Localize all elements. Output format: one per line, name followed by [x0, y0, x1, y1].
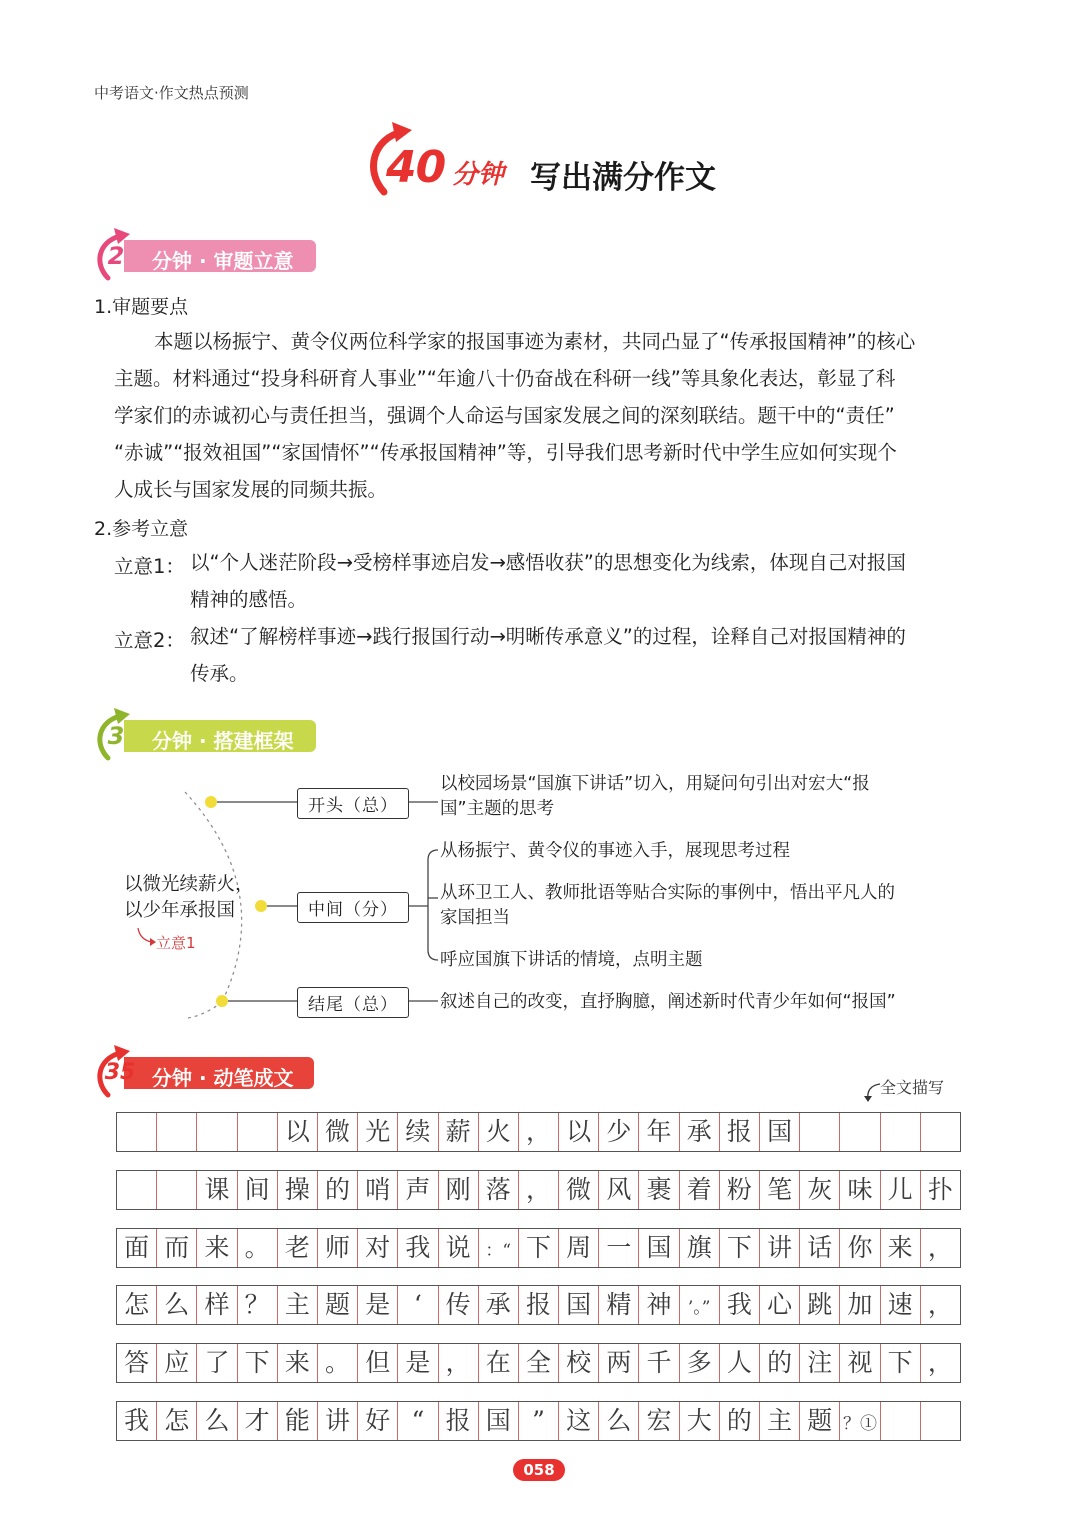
essay-char: 的	[325, 1175, 351, 1204]
essay-cell	[519, 1229, 559, 1267]
essay-cell	[519, 1113, 559, 1151]
essay-cell	[358, 1229, 398, 1267]
essay-char: 来	[887, 1233, 913, 1262]
essay-cell	[800, 1171, 840, 1209]
essay-cell	[439, 1344, 479, 1382]
essay-char: 视	[847, 1348, 873, 1377]
review-paragraph	[114, 323, 986, 508]
essay-char: 怎	[164, 1406, 190, 1435]
review-line: “赤诚”“报效祖国”“家国情怀”“传承报国精神”等，引导我们思考新时代中学生应如何实现个	[114, 441, 897, 464]
essay-char: 才	[244, 1406, 270, 1435]
essay-cell	[278, 1286, 318, 1324]
essay-char: 落	[485, 1175, 511, 1204]
essay-cell	[639, 1286, 679, 1324]
essay-cell	[238, 1344, 278, 1382]
essay-char: 。	[325, 1348, 351, 1377]
essay-char: 速	[887, 1290, 913, 1319]
outline-start-text	[440, 772, 970, 822]
essay-char: 风	[606, 1175, 632, 1204]
essay-char: 而	[164, 1233, 190, 1262]
essay-char: 话	[807, 1233, 833, 1262]
essay-char: 裹	[646, 1175, 672, 1204]
essay-cell	[479, 1402, 519, 1440]
idea-2-text	[190, 618, 986, 692]
essay-cell	[197, 1286, 237, 1324]
essay-char: 光	[365, 1117, 391, 1146]
essay-char: 承	[686, 1117, 712, 1146]
essay-cell	[117, 1229, 157, 1267]
essay-char: 样	[204, 1290, 230, 1319]
outline-line: 从环卫工人、教师批语等贴合实际的事例中，悟出平凡人的	[440, 883, 895, 903]
essay-char: 国	[485, 1406, 511, 1435]
essay-char: 说	[445, 1233, 471, 1262]
essay-cell	[760, 1402, 800, 1440]
ideas-heading: 2.参考立意	[94, 518, 189, 540]
essay-cell	[197, 1229, 237, 1267]
essay-cell	[881, 1113, 921, 1151]
essay-cell	[439, 1171, 479, 1209]
essay-cell	[398, 1113, 438, 1151]
essay-cell	[157, 1402, 197, 1440]
essay-char: 你	[847, 1233, 873, 1262]
essay-row	[116, 1401, 961, 1441]
essay-cell	[157, 1171, 197, 1209]
essay-cell	[881, 1171, 921, 1209]
essay-char: 精	[606, 1290, 632, 1319]
review-line: 学家们的赤诚初心与责任担当，强调个人命运与国家发展之间的深刻联结。题干中的“责任”	[114, 404, 895, 427]
essay-cell	[278, 1113, 318, 1151]
essay-char: 主	[767, 1406, 793, 1435]
essay-char: 么	[606, 1406, 632, 1435]
essay-cell	[439, 1229, 479, 1267]
essay-row	[116, 1170, 961, 1210]
essay-char: 能	[284, 1406, 310, 1435]
essay-cell	[238, 1402, 278, 1440]
essay-cell	[559, 1402, 599, 1440]
essay-char: 师	[325, 1233, 351, 1262]
essay-cell	[720, 1229, 760, 1267]
essay-char: 旗	[686, 1233, 712, 1262]
essay-char: 报	[525, 1290, 551, 1319]
essay-cell	[479, 1344, 519, 1382]
idea-1-label: 立意1：	[114, 555, 185, 578]
essay-cell	[157, 1229, 197, 1267]
essay-cell	[439, 1402, 479, 1440]
essay-cell	[479, 1229, 519, 1267]
section-badge-review	[94, 238, 324, 274]
essay-cell	[318, 1344, 358, 1382]
essay-char: 续	[405, 1117, 431, 1146]
essay-char: 笔	[767, 1175, 793, 1204]
essay-cell	[398, 1344, 438, 1382]
outline-start-box: 开头（总）	[297, 788, 409, 819]
review-line: 本题以杨振宁、黄令仪两位科学家的报国事迹为素材，共同凸显了“传承报国精神”的核心	[154, 330, 916, 353]
essay-char: 来	[284, 1348, 310, 1377]
outline-line: 叙述自己的改变，直抒胸臆，阐述新时代青少年如何“报国”	[440, 992, 896, 1012]
essay-char: 千	[646, 1348, 672, 1377]
essay-cell	[840, 1229, 880, 1267]
outline-end-text	[440, 990, 980, 1015]
essay-char: ：“	[485, 1241, 512, 1261]
essay-char: ，	[525, 1117, 551, 1146]
essay-cell	[117, 1286, 157, 1324]
essay-cell	[680, 1402, 720, 1440]
review-heading: 1.审题要点	[94, 296, 189, 318]
outline-middle-box: 中间（分）	[297, 892, 409, 923]
badge-number: 35	[104, 1060, 136, 1085]
essay-char: 扑	[927, 1175, 953, 1204]
essay-cell	[639, 1113, 679, 1151]
essay-cell	[840, 1286, 880, 1324]
essay-cell	[519, 1286, 559, 1324]
essay-cell	[278, 1229, 318, 1267]
essay-cell	[117, 1344, 157, 1382]
essay-cell	[117, 1113, 157, 1151]
essay-char: 刚	[445, 1175, 471, 1204]
essay-char: ，	[927, 1290, 953, 1319]
essay-char: 承	[485, 1290, 511, 1319]
essay-char: 是	[405, 1348, 431, 1377]
essay-char: 讲	[767, 1233, 793, 1262]
essay-char: 的	[767, 1348, 793, 1377]
essay-char: ？①	[842, 1414, 877, 1434]
badge-label: 分钟 · 搭建框架	[152, 729, 294, 753]
idea-2-label: 立意2：	[114, 629, 185, 652]
essay-char: 微	[566, 1175, 592, 1204]
badge-number: 3	[107, 722, 125, 750]
essay-cell	[760, 1171, 800, 1209]
essay-char: ”	[532, 1406, 545, 1435]
essay-cell	[519, 1344, 559, 1382]
essay-cell	[278, 1171, 318, 1209]
essay-cell	[720, 1171, 760, 1209]
badge-label: 分钟 · 审题立意	[152, 249, 294, 273]
theme-line: 以微光续薪火，	[124, 874, 254, 895]
essay-row	[116, 1112, 961, 1152]
essay-cell	[921, 1402, 960, 1440]
essay-char: 微	[325, 1117, 351, 1146]
essay-cell	[680, 1113, 720, 1151]
essay-char: 在	[485, 1348, 511, 1377]
essay-cell	[318, 1171, 358, 1209]
essay-row	[116, 1343, 961, 1383]
outline-middle-item-3	[440, 948, 970, 973]
page-number: 058	[513, 1459, 565, 1481]
essay-cell	[479, 1171, 519, 1209]
essay-cell	[398, 1286, 438, 1324]
essay-char: 灰	[807, 1175, 833, 1204]
essay-cell	[680, 1171, 720, 1209]
essay-char: 怎	[124, 1290, 150, 1319]
essay-cell	[680, 1344, 720, 1382]
essay-cell	[639, 1344, 679, 1382]
essay-char: 两	[606, 1348, 632, 1377]
essay-char: 下	[525, 1233, 551, 1262]
essay-cell	[881, 1229, 921, 1267]
essay-char: 着	[686, 1175, 712, 1204]
essay-cell	[238, 1229, 278, 1267]
essay-cell	[921, 1286, 960, 1324]
essay-cell	[559, 1113, 599, 1151]
essay-char: 以	[284, 1117, 310, 1146]
section-badge-writing	[94, 1055, 324, 1091]
essay-char: 讲	[325, 1406, 351, 1435]
essay-char: 校	[566, 1348, 592, 1377]
essay-cell	[760, 1286, 800, 1324]
essay-char: 周	[566, 1233, 592, 1262]
essay-char: 粉	[726, 1175, 752, 1204]
essay-cell	[439, 1286, 479, 1324]
section-badge-outline	[94, 718, 324, 754]
essay-note: 全文描写	[880, 1078, 945, 1097]
essay-cell	[358, 1402, 398, 1440]
essay-char: 报	[445, 1406, 471, 1435]
essay-cell	[318, 1113, 358, 1151]
essay-cell	[720, 1113, 760, 1151]
essay-char: 儿	[887, 1175, 913, 1204]
essay-cell	[278, 1402, 318, 1440]
essay-cell	[760, 1113, 800, 1151]
essay-cell	[117, 1402, 157, 1440]
essay-cell	[439, 1113, 479, 1151]
essay-cell	[157, 1344, 197, 1382]
essay-char: 。	[244, 1233, 270, 1262]
outline-line: 国”主题的思考	[440, 799, 555, 819]
essay-char: 国	[767, 1117, 793, 1146]
essay-char: 火	[485, 1117, 511, 1146]
essay-char: 老	[284, 1233, 310, 1262]
review-line: 人成长与国家发展的同频共振。	[114, 478, 388, 501]
essay-char: 是	[365, 1290, 391, 1319]
essay-char: 报	[726, 1117, 752, 1146]
essay-cell	[559, 1229, 599, 1267]
essay-char: 少	[606, 1117, 632, 1146]
essay-cell	[238, 1113, 278, 1151]
idea-line: 精神的感悟。	[190, 588, 308, 611]
essay-char: ，	[927, 1233, 953, 1262]
essay-cell	[800, 1402, 840, 1440]
essay-char: 好	[365, 1406, 391, 1435]
essay-cell	[238, 1171, 278, 1209]
outline-line: 家国担当	[440, 908, 510, 928]
essay-char: 下	[244, 1348, 270, 1377]
essay-cell	[197, 1344, 237, 1382]
essay-cell	[639, 1171, 679, 1209]
essay-cell	[559, 1286, 599, 1324]
essay-cell	[238, 1286, 278, 1324]
essay-cell	[398, 1402, 438, 1440]
outline-line: 以校园场景“国旗下讲话”切入，用疑问句引出对宏大“报	[440, 774, 870, 794]
essay-char: 对	[365, 1233, 391, 1262]
essay-cell	[358, 1171, 398, 1209]
essay-char: 注	[807, 1348, 833, 1377]
theme-line: 以少年承报国	[124, 900, 236, 921]
essay-cell	[479, 1286, 519, 1324]
essay-cell	[881, 1286, 921, 1324]
essay-cell	[599, 1286, 639, 1324]
essay-char: 多	[686, 1348, 712, 1377]
essay-char: 味	[847, 1175, 873, 1204]
outline-middle-item-2	[440, 881, 970, 931]
essay-cell	[197, 1113, 237, 1151]
essay-cell	[358, 1113, 398, 1151]
badge-label: 分钟 · 动笔成文	[152, 1066, 294, 1090]
essay-cell	[840, 1344, 880, 1382]
essay-cell	[881, 1344, 921, 1382]
essay-cell	[760, 1229, 800, 1267]
essay-cell	[117, 1171, 157, 1209]
essay-cell	[921, 1229, 960, 1267]
essay-char: 全	[525, 1348, 551, 1377]
essay-char: 应	[164, 1348, 190, 1377]
essay-cell	[599, 1113, 639, 1151]
essay-char: ‘	[413, 1290, 422, 1319]
essay-char: 主	[284, 1290, 310, 1319]
essay-char: 题	[807, 1406, 833, 1435]
essay-cell	[800, 1229, 840, 1267]
essay-char: ，	[445, 1348, 471, 1377]
essay-cell	[840, 1113, 880, 1151]
outline-end-box: 结尾（总）	[297, 987, 409, 1018]
essay-cell	[519, 1402, 559, 1440]
essay-cell	[840, 1402, 880, 1440]
essay-cell	[358, 1286, 398, 1324]
essay-char: 下	[726, 1233, 752, 1262]
essay-char: 一	[606, 1233, 632, 1262]
essay-cell	[639, 1229, 679, 1267]
essay-cell	[599, 1229, 639, 1267]
essay-cell	[318, 1286, 358, 1324]
essay-char: 神	[646, 1290, 672, 1319]
badge-number: 2	[107, 242, 125, 270]
essay-cell	[881, 1402, 921, 1440]
essay-char: ，	[927, 1348, 953, 1377]
essay-char: 我	[124, 1406, 150, 1435]
idea-1-text	[190, 544, 986, 618]
essay-char: 来	[204, 1233, 230, 1262]
essay-cell	[720, 1344, 760, 1382]
essay-char: 答	[124, 1348, 150, 1377]
essay-char: 声	[405, 1175, 431, 1204]
essay-char: 了	[204, 1348, 230, 1377]
essay-cell	[157, 1113, 197, 1151]
essay-cell	[639, 1402, 679, 1440]
essay-char: 的	[726, 1406, 752, 1435]
essay-cell	[720, 1402, 760, 1440]
essay-cell	[318, 1229, 358, 1267]
essay-cell	[599, 1171, 639, 1209]
essay-char: 么	[164, 1290, 190, 1319]
review-line: 主题。材料通过“投身科研育人事业”“年逾八十仍奋战在科研一线”等具象化表达，彰显了科	[114, 367, 896, 390]
essay-cell	[197, 1171, 237, 1209]
essay-char: ？	[244, 1290, 270, 1319]
essay-cell	[157, 1286, 197, 1324]
essay-cell	[760, 1344, 800, 1382]
essay-char: 传	[445, 1290, 471, 1319]
essay-char: 么	[204, 1406, 230, 1435]
essay-char: 心	[767, 1290, 793, 1319]
essay-char: 题	[325, 1290, 351, 1319]
essay-char: 操	[284, 1175, 310, 1204]
outline-middle-item-1	[440, 839, 970, 864]
essay-char: 这	[566, 1406, 592, 1435]
essay-char: 国	[566, 1290, 592, 1319]
idea-line: 传承。	[190, 662, 249, 685]
essay-char: 课	[204, 1175, 230, 1204]
essay-cell	[398, 1171, 438, 1209]
essay-cell	[278, 1344, 318, 1382]
essay-cell	[800, 1344, 840, 1382]
theme-note: 立意1	[156, 934, 196, 952]
essay-cell	[318, 1402, 358, 1440]
essay-char: 国	[646, 1233, 672, 1262]
essay-char: 间	[244, 1175, 270, 1204]
essay-cell	[840, 1171, 880, 1209]
running-header: 中考语文·作文热点预测	[94, 84, 249, 102]
essay-cell	[921, 1171, 960, 1209]
essay-char: 下	[887, 1348, 913, 1377]
idea-line: 叙述“了解榜样事迹→践行报国行动→明晰传承意义”的过程，诠释自己对报国精神的	[190, 625, 906, 648]
essay-char: ，	[525, 1175, 551, 1204]
essay-cell	[720, 1286, 760, 1324]
essay-cell	[559, 1344, 599, 1382]
essay-cell	[559, 1171, 599, 1209]
essay-row	[116, 1285, 961, 1325]
essay-char: “	[411, 1406, 425, 1435]
essay-char: 哨	[365, 1175, 391, 1204]
essay-cell	[921, 1344, 960, 1382]
essay-cell	[599, 1402, 639, 1440]
title-number: 40	[386, 142, 446, 193]
essay-char: ’。”	[687, 1298, 711, 1318]
essay-char: 跳	[807, 1290, 833, 1319]
idea-line: 以“个人迷茫阶段→受榜样事迹启发→感悟收获”的思想变化为线索，体现自己对报国	[190, 551, 906, 574]
essay-cell	[800, 1113, 840, 1151]
essay-char: 但	[365, 1348, 391, 1377]
essay-char: 面	[124, 1233, 150, 1262]
outline-line: 从杨振宁、黄令仪的事迹入手，展现思考过程	[440, 841, 790, 861]
essay-cell	[197, 1402, 237, 1440]
outline-line: 呼应国旗下讲话的情境，点明主题	[440, 950, 703, 970]
outline-theme	[124, 872, 254, 924]
essay-cell	[921, 1113, 960, 1151]
title-unit: 分钟	[452, 160, 505, 190]
page-title	[362, 118, 742, 204]
essay-cell	[680, 1229, 720, 1267]
essay-char: 我	[726, 1290, 752, 1319]
essay-cell	[358, 1344, 398, 1382]
essay-cell	[519, 1171, 559, 1209]
essay-cell	[398, 1229, 438, 1267]
essay-char: 薪	[445, 1117, 471, 1146]
essay-char: 人	[726, 1348, 752, 1377]
essay-char: 以	[566, 1117, 592, 1146]
essay-cell	[680, 1286, 720, 1324]
title-main: 写出满分作文	[530, 160, 716, 196]
essay-char: 年	[646, 1117, 672, 1146]
essay-char: 宏	[646, 1406, 672, 1435]
essay-char: 大	[686, 1406, 712, 1435]
essay-cell	[479, 1113, 519, 1151]
essay-cell	[599, 1344, 639, 1382]
essay-cell	[800, 1286, 840, 1324]
essay-row	[116, 1228, 961, 1268]
essay-char: 加	[847, 1290, 873, 1319]
essay-char: 我	[405, 1233, 431, 1262]
